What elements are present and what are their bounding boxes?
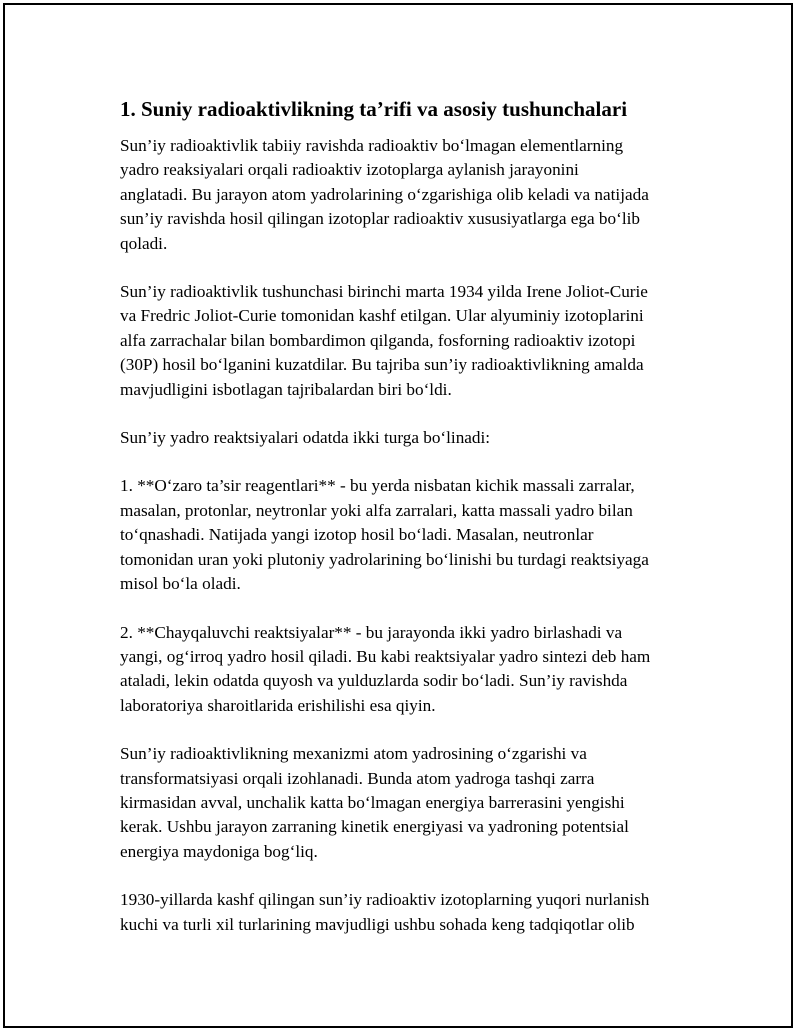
text-line: yadro reaksiyalari orqali radioaktiv izotoplarga aylanish jarayonini xyxy=(120,160,579,180)
text-line: sun’iy ravishda hosil qilingan izotoplar radioaktiv xususiyatlarga ega bo‘lib xyxy=(120,209,640,229)
text-line: 1930-yillarda kashf qilingan sun’iy radioaktiv izotoplarning yuqori nurlanish xyxy=(120,890,650,910)
paragraph xyxy=(120,134,720,256)
paragraph xyxy=(120,742,720,864)
text-line: mavjudligini isbotlagan tajribalardan biri bo‘ldi. xyxy=(120,379,452,399)
text-line: va Fredric Joliot-Curie tomonidan kashf etilgan. Ular alyuminiy izotoplarini xyxy=(120,306,644,326)
text-line: ataladi, lekin odatda quyosh va yulduzlarda sodir bo‘ladi. Sun’iy ravishda xyxy=(120,671,628,691)
text-line: masalan, protonlar, neytronlar yoki alfa zarralari, katta massali yadro bilan xyxy=(120,500,633,520)
text-line: anglatadi. Bu jarayon atom yadrolarining o‘zgarishiga olib keladi va natijada xyxy=(120,184,649,204)
document-body xyxy=(120,96,720,961)
text-line: Sun’iy radioaktivlik tushunchasi birinchi marta 1934 yilda Irene Joliot-Curie xyxy=(120,282,648,302)
paragraph xyxy=(120,280,720,402)
text-line: tomonidan uran yoki plutoniy yadrolarining bo‘linishi bu turdagi reaktsiyaga xyxy=(120,549,649,569)
text-line: transformatsiyasi orqali izohlanadi. Bunda atom yadroga tashqi zarra xyxy=(120,768,595,788)
text-line: misol bo‘la oladi. xyxy=(120,574,241,594)
text-line: 1. **O‘zaro ta’sir reagentlari** - bu yerda nisbatan kichik massali zarralar, xyxy=(120,476,635,496)
text-line: kuchi va turli xil turlarining mavjudligi ushbu sohada keng tadqiqotlar olib xyxy=(120,914,635,934)
paragraph xyxy=(120,426,720,450)
text-line: kirmasidan avval, unchalik katta bo‘lmagan energiya barrerasini yengishi xyxy=(120,792,625,812)
paragraph xyxy=(120,474,720,596)
text-line: kerak. Ushbu jarayon zarraning kinetik energiyasi va yadroning potentsial xyxy=(120,817,629,837)
text-line: Sun’iy radioaktivlik tabiiy ravishda radioaktiv bo‘lmagan elementlarning xyxy=(120,136,624,155)
text-line: 2. **Chayqaluvchi reaktsiyalar** - bu jarayonda ikki yadro birlashadi va xyxy=(120,622,623,642)
text-line: yangi, og‘irroq yadro hosil qiladi. Bu kabi reaktsiyalar yadro sintezi deb ham xyxy=(120,646,651,666)
section-heading: 1. Suniy radioaktivlikning ta’rifi va asosiy tushunchalari xyxy=(120,97,628,121)
paragraph-list xyxy=(120,134,720,937)
text-line: Sun’iy yadro reaktsiyalari odatda ikki turga bo‘linadi: xyxy=(120,428,491,448)
text-line: to‘qnashadi. Natijada yangi izotop hosil bo‘ladi. Masalan, neutronlar xyxy=(120,525,594,545)
text-line: energiya maydoniga bog‘liq. xyxy=(120,841,318,861)
text-line: (30P) hosil bo‘lganini kuzatdilar. Bu tajriba sun’iy radioaktivlikning amalda xyxy=(120,355,644,375)
paragraph xyxy=(120,621,720,719)
text-line: alfa zarrachalar bilan bombardimon qilganda, fosforning radioaktiv izotopi xyxy=(120,330,636,350)
page-frame xyxy=(3,3,793,1028)
paragraph xyxy=(120,888,720,937)
text-line: laboratoriya sharoitlarida erishilishi esa qiyin. xyxy=(120,695,436,715)
text-line: Sun’iy radioaktivlikning mexanizmi atom yadrosining o‘zgarishi va xyxy=(120,744,587,764)
text-line: qoladi. xyxy=(120,233,168,253)
